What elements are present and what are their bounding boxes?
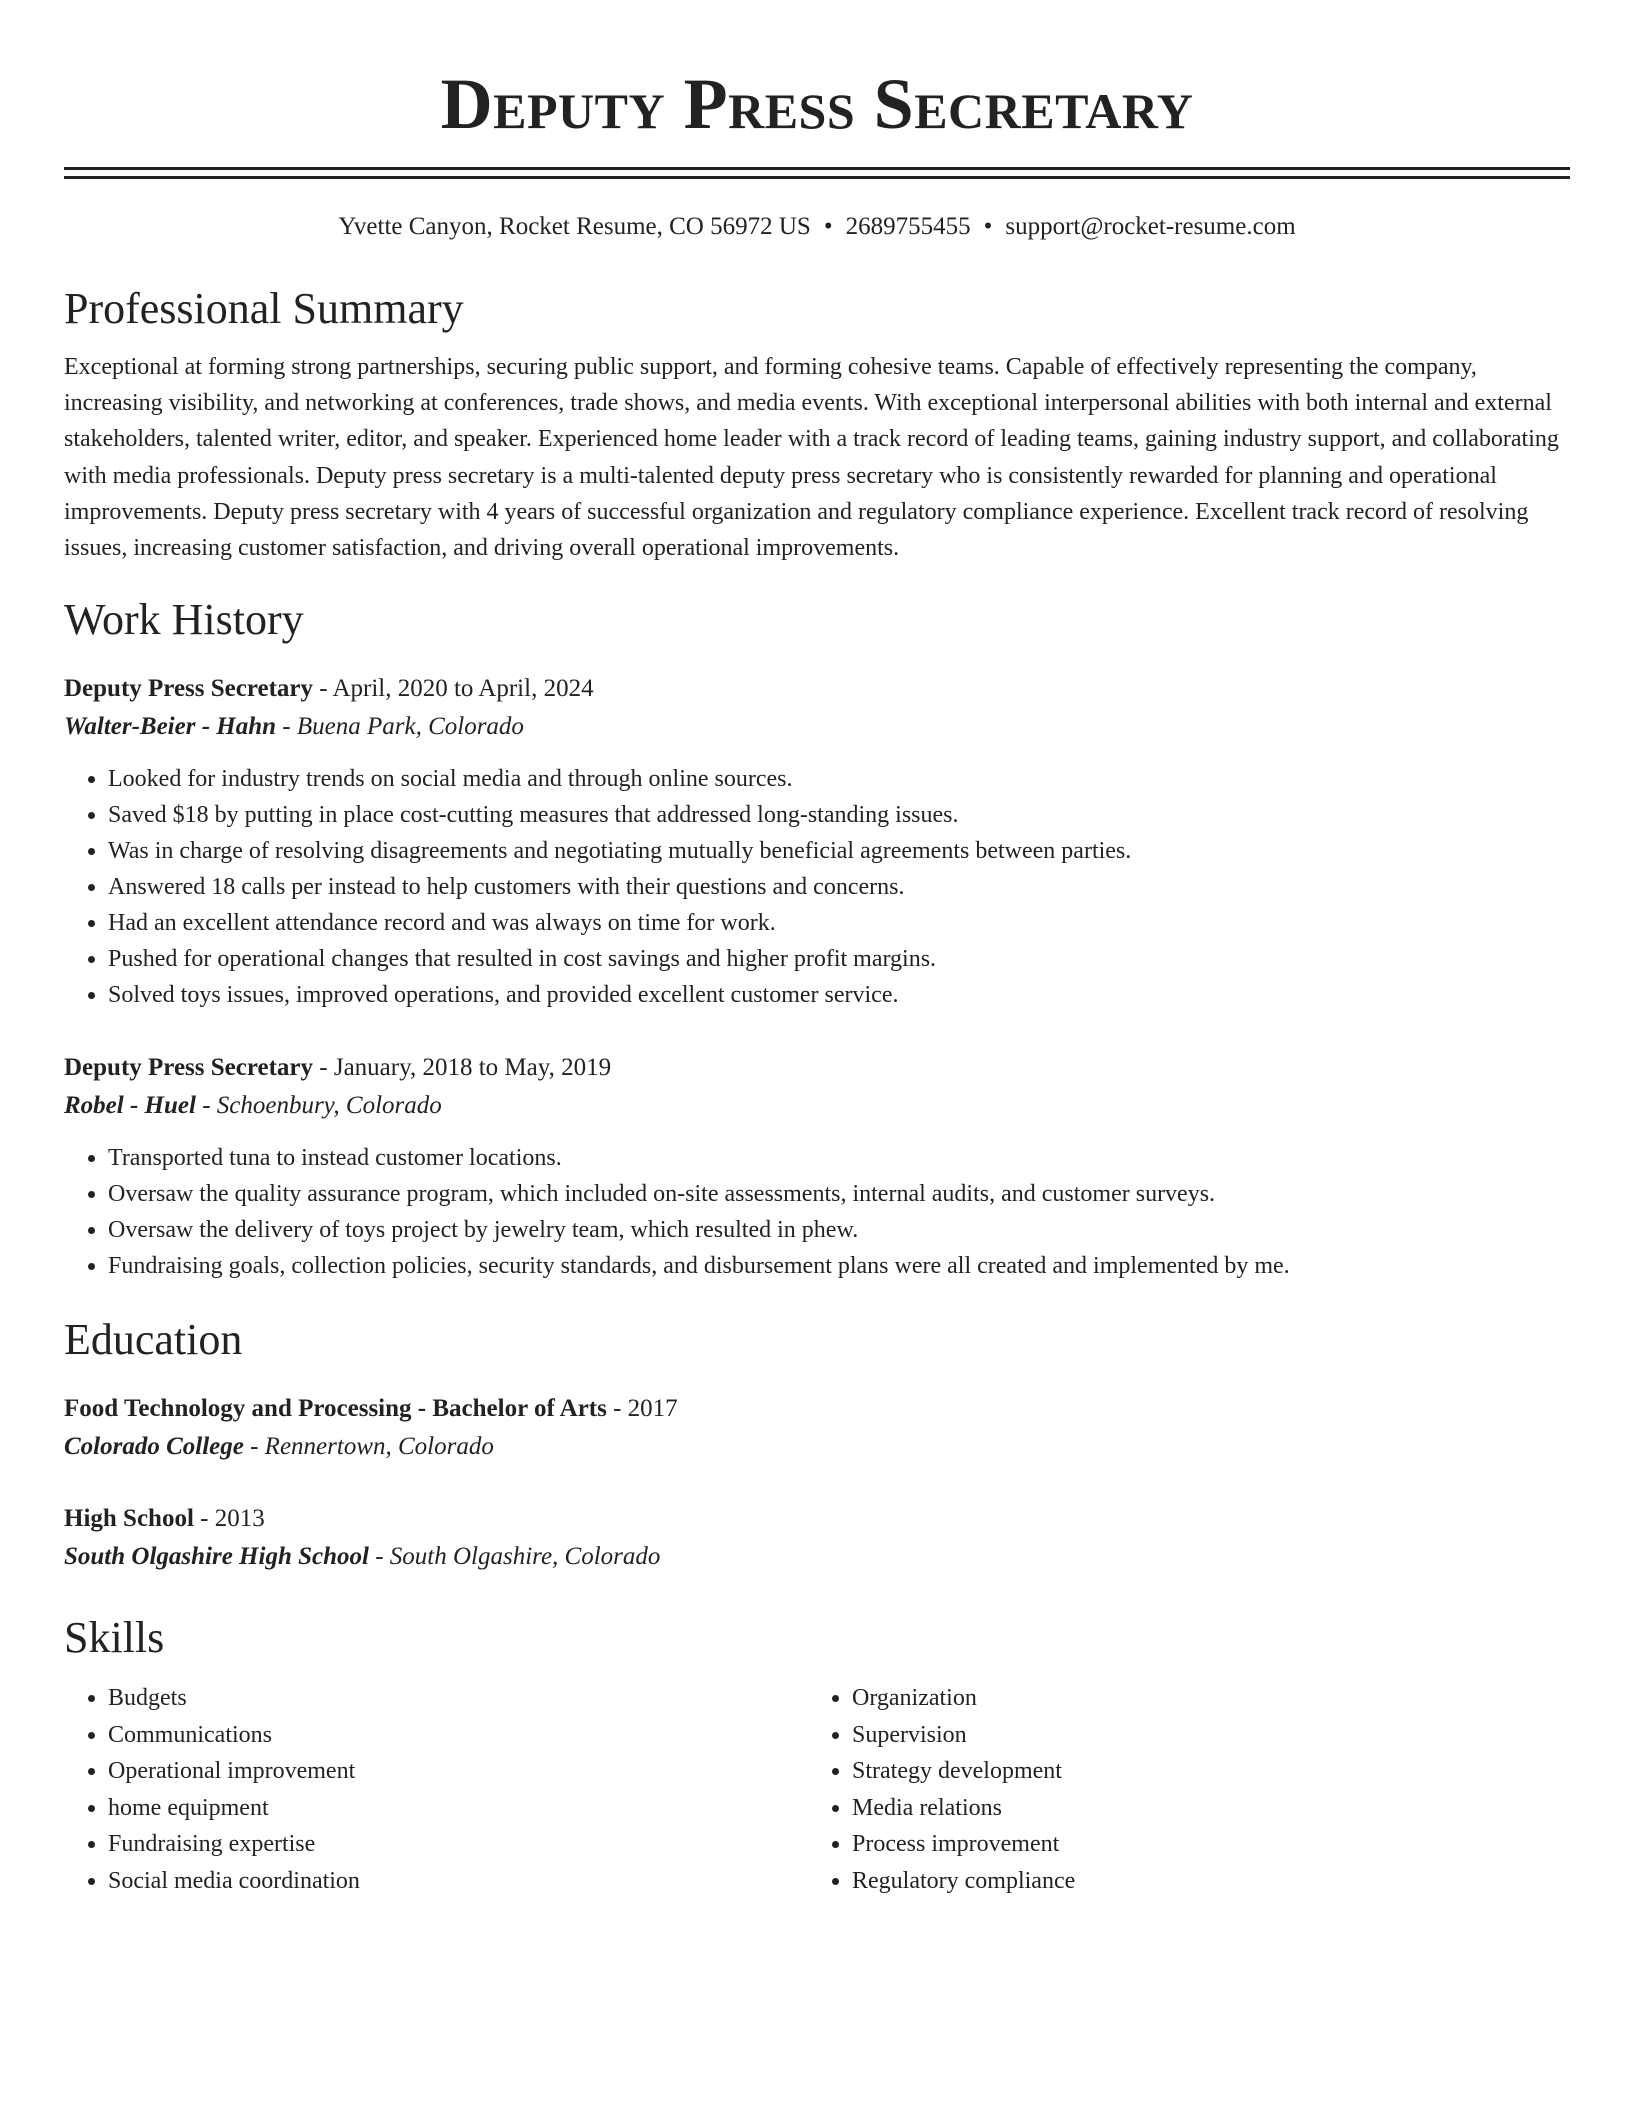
job-entry — [64, 670, 1570, 1013]
contact-phone: 2689755455 — [845, 213, 971, 240]
education-header — [64, 1390, 1570, 1428]
list-item: • Was in charge of resolving disagreements and negotiating mutually beneficial agreements between parties. — [108, 833, 1570, 869]
job-location: - Schoenbury, Colorado — [195, 1092, 442, 1120]
skill-item: • Operational improvement — [108, 1753, 808, 1790]
list-item: • Answered 18 calls per instead to help customers with their questions and concerns. — [108, 869, 1570, 905]
education-degree: High School — [64, 1505, 194, 1533]
job-employer: Robel - Huel — [64, 1092, 196, 1120]
education-heading: Education — [64, 1315, 243, 1365]
education-degree: Food Technology and Processing - Bachelor of Arts — [64, 1395, 607, 1423]
education-school: South Olgashire High School — [64, 1543, 369, 1571]
job-header — [64, 670, 1570, 708]
education-school-line — [64, 1428, 1570, 1466]
list-item: • Transported tuna to instead customer locations. — [108, 1140, 1570, 1176]
list-item: • Oversaw the delivery of toys project by jewelry team, which resulted in phew. — [108, 1212, 1570, 1248]
list-item: • Saved $18 by putting in place cost-cutting measures that addressed long-standing issues. — [108, 797, 1570, 833]
header-rule-bottom — [64, 176, 1570, 179]
contact-address: Yvette Canyon, Rocket Resume, CO 56972 US — [338, 213, 811, 240]
education-header — [64, 1500, 1570, 1538]
education-school: Colorado College — [64, 1433, 244, 1461]
skill-item: • Budgets — [108, 1680, 808, 1717]
list-item: • Oversaw the quality assurance program, which included on-site assessments, internal audits, and customer surveys. — [108, 1176, 1570, 1212]
summary-text: Exceptional at forming strong partnerships, securing public support, and forming cohesive teams. Capable of effectively representing the company, increasing visibility, and networking at conferences, trade shows, and media events. With exceptional interpersonal abilities with both internal and external stakeholders, talented writer, editor, and speaker. Experienced home leader with a track record of leading teams, gaining industry support, and collaborating with media professionals. Deputy press secretary is a multi-talented deputy press secretary who is consistently rewarded for planning and operational improvements. Deputy press secretary with 4 years of successful organization and regulatory compliance experience. Excellent track record of resolving issues, increasing customer satisfaction, and driving overall operational improvements. — [64, 354, 1559, 562]
list-item: • Looked for industry trends on social media and through online sources. — [108, 761, 1570, 797]
list-item: • Pushed for operational changes that resulted in cost savings and higher profit margins. — [108, 941, 1570, 977]
contact-separator: • — [823, 213, 833, 240]
skill-item: • Regulatory compliance — [852, 1863, 1552, 1900]
skill-item: • Strategy development — [852, 1753, 1552, 1790]
education-school-line — [64, 1538, 1570, 1576]
job-header — [64, 1049, 1570, 1087]
education-location: - Rennertown, Colorado — [243, 1433, 494, 1461]
skills-left-list — [64, 1680, 808, 1899]
job-employer: Walter-Beier - Hahn — [64, 713, 277, 741]
education-year: - 2017 — [606, 1395, 678, 1423]
job-entry — [64, 1049, 1570, 1284]
education-year: - 2013 — [193, 1505, 265, 1533]
skills-right-list — [808, 1680, 1552, 1899]
skill-item: • Social media coordination — [108, 1863, 808, 1900]
job-bullets — [64, 761, 1570, 1013]
education-entry — [64, 1500, 1570, 1576]
skill-item: • Media relations — [852, 1790, 1552, 1827]
list-item: • Fundraising goals, collection policies, security standards, and disbursement plans were all created and implemented by me. — [108, 1248, 1570, 1284]
job-employer-line — [64, 708, 1570, 746]
skill-item: • home equipment — [108, 1790, 808, 1827]
skill-item: • Fundraising expertise — [108, 1826, 808, 1863]
contact-line — [64, 211, 1570, 243]
job-dates: - January, 2018 to May, 2019 — [313, 1054, 612, 1082]
skills-heading: Skills — [64, 1613, 165, 1663]
header-rule-top — [64, 167, 1570, 170]
job-bullets — [64, 1140, 1570, 1284]
job-location: - Buena Park, Colorado — [276, 713, 524, 741]
resume-name: Deputy Press Secretary — [440, 64, 1194, 144]
summary-heading: Professional Summary — [64, 284, 464, 333]
skills-columns — [64, 1680, 1570, 1899]
job-title: Deputy Press Secretary — [64, 1054, 314, 1082]
job-employer-line — [64, 1087, 1570, 1125]
contact-email: support@rocket-resume.com — [1005, 213, 1296, 240]
list-item: • Had an excellent attendance record and was always on time for work. — [108, 905, 1570, 941]
education-entry — [64, 1390, 1570, 1466]
work-history-heading: Work History — [64, 595, 304, 645]
education-location: - South Olgashire, Colorado — [368, 1543, 661, 1571]
skill-item: • Process improvement — [852, 1826, 1552, 1863]
job-title: Deputy Press Secretary — [64, 675, 314, 703]
skill-item: • Supervision — [852, 1717, 1552, 1754]
job-dates: - April, 2020 to April, 2024 — [313, 675, 594, 703]
resume-page — [64, 0, 1570, 1899]
list-item: • Solved toys issues, improved operations, and provided excellent customer service. — [108, 977, 1570, 1013]
skill-item: • Communications — [108, 1717, 808, 1754]
skill-item: • Organization — [852, 1680, 1552, 1717]
contact-separator: • — [983, 213, 993, 240]
